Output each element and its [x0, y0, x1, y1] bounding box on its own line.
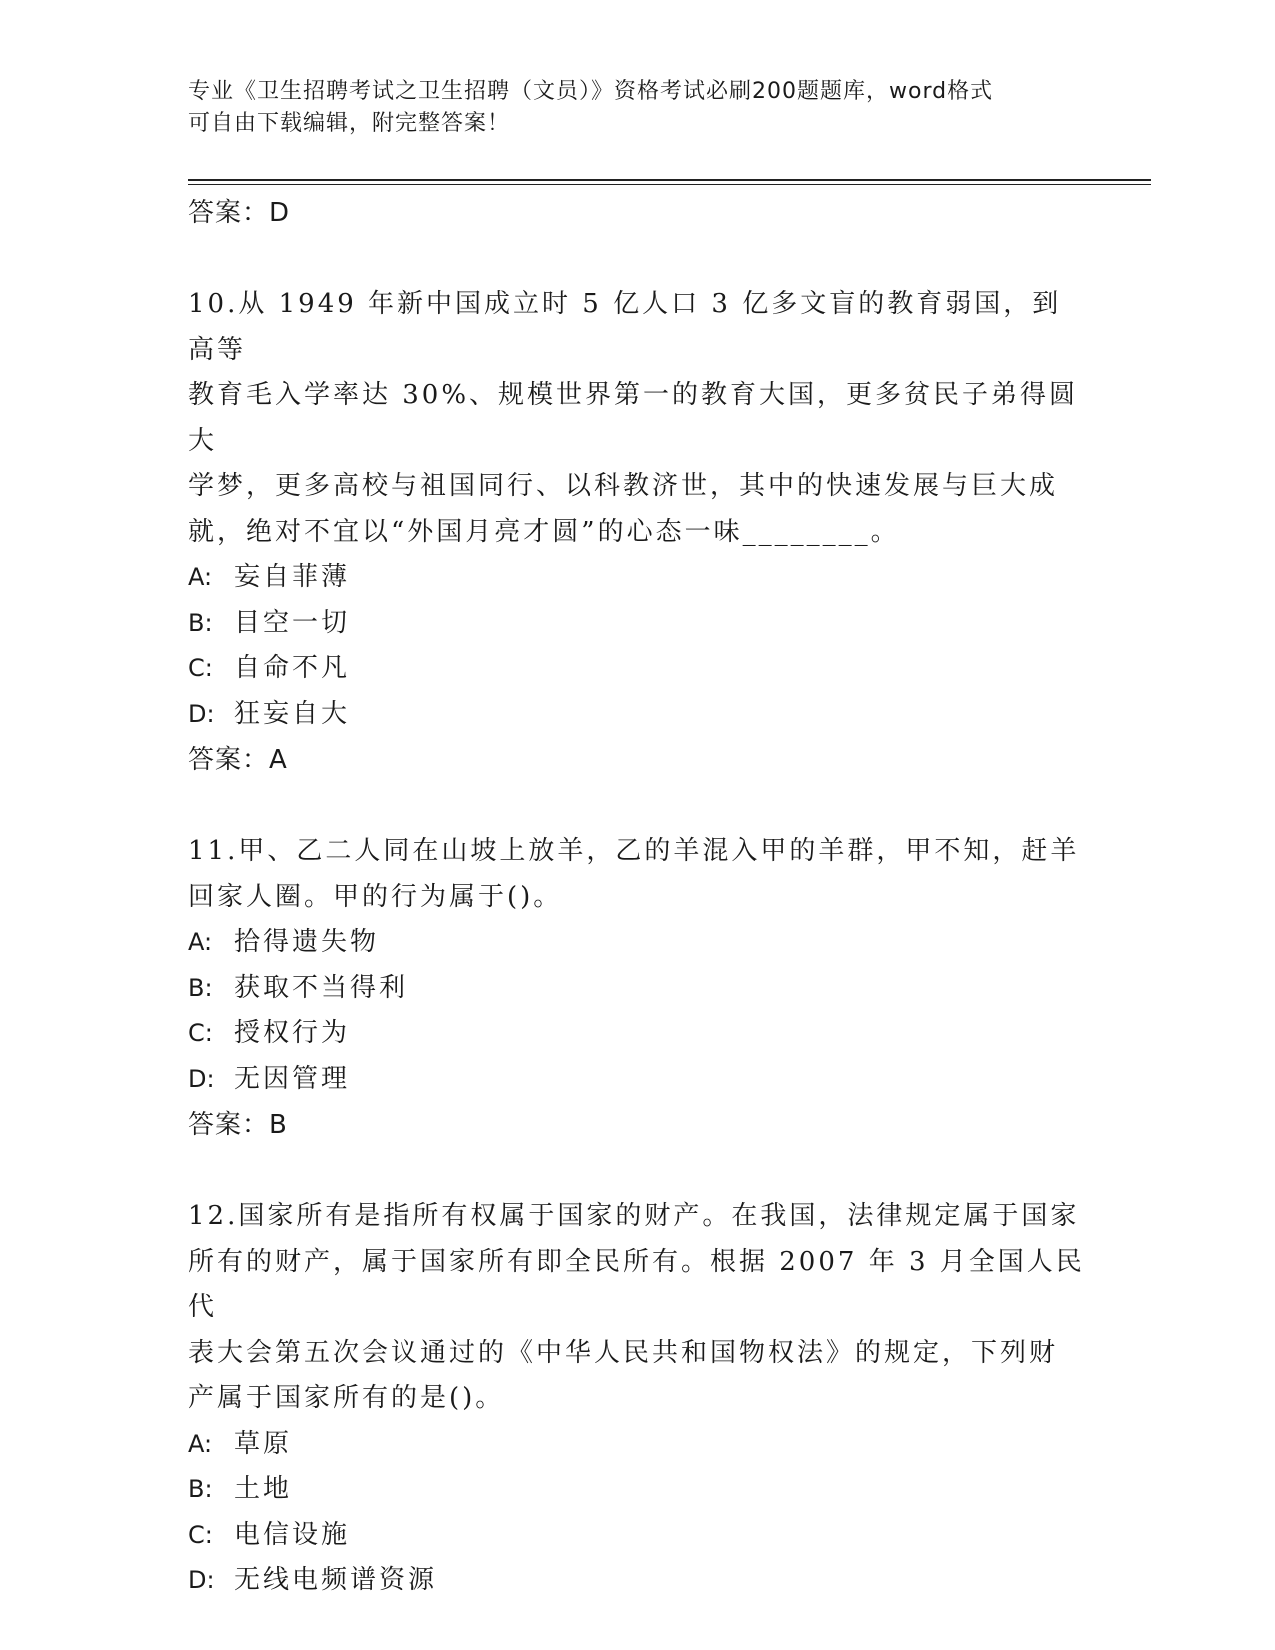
spacer	[188, 236, 1088, 282]
option-a	[188, 555, 1088, 601]
option-text: 自命不凡	[234, 653, 351, 683]
option-text: 无线电频谱资源	[234, 1565, 438, 1595]
option-text: 授权行为	[234, 1018, 351, 1048]
option-text: 土地	[234, 1474, 293, 1504]
option-text: 无因管理	[234, 1063, 351, 1094]
option-letter: C:	[188, 654, 213, 682]
option-letter: A:	[188, 563, 213, 591]
question-stem-line: 10.从 1949 年新中国成立时 5 亿人口 3 亿多文盲的教育弱国，到高等	[188, 289, 1062, 365]
question-stem	[188, 282, 1088, 555]
header-rule-thick	[188, 179, 1151, 181]
header-rule-thin	[188, 184, 1151, 185]
option-letter: C:	[188, 1019, 213, 1047]
option-text: 获取不当得利	[234, 972, 409, 1003]
question-stem-line: 12.国家所有是指所有权属于国家的财产。在我国，法律规定属于国家	[188, 1201, 1080, 1231]
option-text: 妄自菲薄	[234, 562, 351, 592]
document-header	[188, 76, 1088, 140]
option-a	[188, 920, 1088, 966]
spacer	[188, 783, 1088, 829]
option-c	[188, 1513, 1088, 1559]
option-letter: C:	[188, 1520, 213, 1549]
option-text: 草原	[234, 1428, 293, 1459]
option-d	[188, 692, 1088, 738]
header-line-1: 专业《卫生招聘考试之卫生招聘（文员）》资格考试必刷200题题库，word格式	[188, 79, 994, 104]
question-block	[188, 282, 1088, 783]
question-stem-line: 11.甲、乙二人同在山坡上放羊，乙的羊混入甲的羊群，甲不知，赶羊	[188, 836, 1080, 866]
question-block	[188, 829, 1088, 1148]
option-b	[188, 966, 1088, 1012]
answer-line: 答案：B	[188, 1110, 288, 1140]
option-d	[188, 1057, 1088, 1103]
header-line-2: 可自由下载编辑，附完整答案！	[188, 111, 511, 136]
question-stem-line: 表大会第五次会议通过的《中华人民共和国物权法》的规定，下列财	[188, 1337, 1059, 1368]
answer-line: 答案：A	[188, 745, 288, 775]
previous-answer: 答案：D	[188, 198, 291, 228]
option-letter: A:	[188, 928, 213, 956]
question-stem-line: 教育毛入学率达 30%、规模世界第一的教育大国，更多贫民子弟得圆大	[188, 380, 1079, 456]
document-body	[188, 190, 1088, 1604]
question-block	[188, 1194, 1088, 1604]
option-c	[188, 1011, 1088, 1057]
question-stem-line: 回家人圈。甲的行为属于()。	[188, 881, 563, 912]
spacer	[188, 1148, 1088, 1194]
option-letter: A:	[188, 1429, 213, 1458]
option-b	[188, 601, 1088, 647]
option-text: 狂妄自大	[234, 698, 351, 729]
question-stem-line: 学梦，更多高校与祖国同行、以科教济世，其中的快速发展与巨大成	[188, 471, 1059, 501]
question-stem	[188, 829, 1088, 920]
option-d	[188, 1558, 1088, 1604]
option-letter: B:	[188, 973, 213, 1002]
question-stem-line: 所有的财产，属于国家所有即全民所有。根据 2007 年 3 月全国人民代	[188, 1246, 1085, 1322]
option-c	[188, 646, 1088, 692]
option-letter: D:	[188, 1566, 215, 1594]
option-text: 目空一切	[234, 607, 351, 638]
question-stem-line: 产属于国家所有的是()。	[188, 1383, 505, 1413]
option-letter: D:	[188, 1064, 215, 1093]
question-stem	[188, 1194, 1088, 1422]
question-stem-line: 就，绝对不宜以“外国月亮才圆”的心态一味________。	[188, 516, 900, 547]
option-a	[188, 1422, 1088, 1468]
option-b	[188, 1467, 1088, 1513]
option-letter: B:	[188, 1475, 213, 1503]
option-text: 电信设施	[234, 1519, 351, 1550]
option-text: 拾得遗失物	[234, 927, 380, 957]
option-letter: D:	[188, 699, 215, 728]
option-letter: B:	[188, 608, 213, 637]
